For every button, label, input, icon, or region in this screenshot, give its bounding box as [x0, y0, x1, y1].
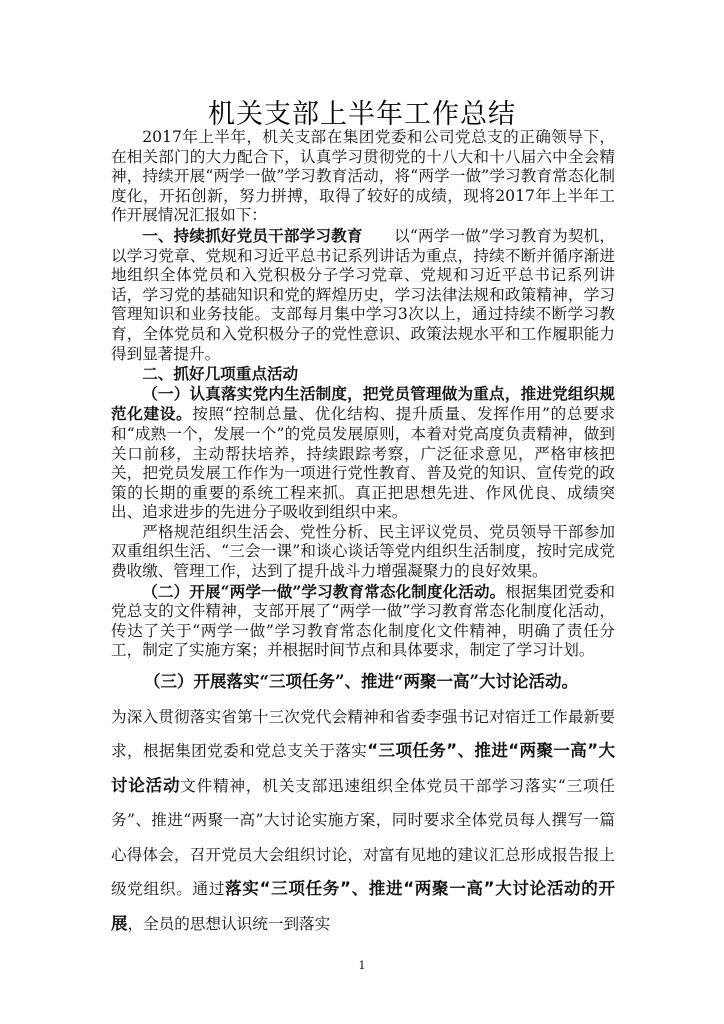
item3-text-a: 为深入贯彻落实省第十三次党代会精神和省委李强书记对宿迁工作最新要求，根据集团党委和党总支关于落实 — [111, 707, 615, 761]
item3-text-b: 文件精神，机关支部迅速组织全体党员干部学习落实“三项任务”、推进“两聚一高”大讨论实施方案，同时要求全体党员每人撰写一篇心得体会，召开党员大会组织讨论，对富有见地的建议汇总形成报告报上级党组织。通过 — [111, 776, 615, 899]
item1-paragraph — [111, 384, 615, 523]
item3-bold-b: 落实“三项任务”、推进“两聚一高”大讨论活动的开展 — [111, 879, 615, 933]
item3-paragraph — [111, 700, 615, 942]
page-number: 1 — [358, 959, 366, 972]
document-body — [111, 128, 615, 941]
intro-paragraph: 2017年上半年，机关支部在集团党委和公司党总支的正确领导下，在相关部门的大力配合下，认真学习贯彻党的十八大和十八届六中全会精神，持续开展“两学一做”学习教育活动，将“两学一做”学习教育常态化制度化，开拓创新，努力拼搏，取得了较好的成绩，现将2017年上半年工作开展情况汇报如下： — [111, 128, 615, 225]
document-title: 机关支部上半年工作总结 — [208, 99, 516, 130]
section2-heading: 二、抓好几项重点活动 — [142, 364, 299, 384]
item3-heading: （三）开展落实“三项任务”、推进“两聚一高”大讨论活动。 — [144, 672, 578, 692]
item3-bold-a: “三项任务”、推进“两聚一高”大讨论活动 — [111, 741, 615, 795]
section1-paragraph — [111, 226, 615, 364]
item2-heading: （二）开展“两学一做”学习教育常态化制度化活动。 — [142, 581, 506, 601]
section1-heading: 一、持续抓好党员干部学习教育 — [142, 225, 363, 245]
item1-text: 按照“控制总量、优化结构、提升质量、发挥作用”的总要求和“成熟一个，发展一个”的党员发展原则，本着对党高度负责精神，做到关口前移，主动帮扶培养，持续跟踪考察，广泛征求意见，严格审核把关，把党员发展工作作为一项进行党性教育、普及党的知识、宣传党的政策的长期的重要的系统工程来抓。真正把思想先进、作风优良、成绩突出、追求进步的先进分子吸收到组织中来。 — [111, 405, 615, 522]
item1-paragraph-2: 严格规范组织生活会、党性分析、民主评议党员、党员领导干部参加双重组织生活、“三会一课”和谈心谈话等党内组织生活制度，按时完成党费收缴、管理工作，达到了提升战斗力增强凝聚力的良好效果。 — [111, 522, 615, 581]
item3-text-c: ，全员的思想认识统一到落实 — [127, 914, 331, 933]
section1-text: 以“两学一做”学习教育为契机，以学习党章、党规和习近平总书记系列讲话为重点，持续不断并循序渐进地组织全体党员和入党积极分子学习党章、党规和习近平总书记系列讲话，学习党的基础知识和党的辉煌历史，学习法律法规和政策精神，学习管理知识和业务技能。支部每月集中学习3次以上，通过持续不断学习教育，全体党员和入党积极分子的党性意识、政策法规水平和工作履职能力得到显著提升。 — [111, 226, 615, 363]
item2-paragraph — [111, 582, 615, 661]
item1-heading: （一）认真落实党内生活制度，把党员管理做为重点，推进党组织规范化建设。 — [111, 383, 615, 424]
item2-text: 根据集团党委和党总支的文件精神，支部开展了“两学一做”学习教育常态化制度化活动，传达了关于“两学一做”学习教育常态化制度化文件精神，明确了责任分工，制定了实施方案；并根据时间节点和具体要求，制定了学习计划。 — [111, 582, 615, 660]
item3-block — [111, 665, 615, 941]
